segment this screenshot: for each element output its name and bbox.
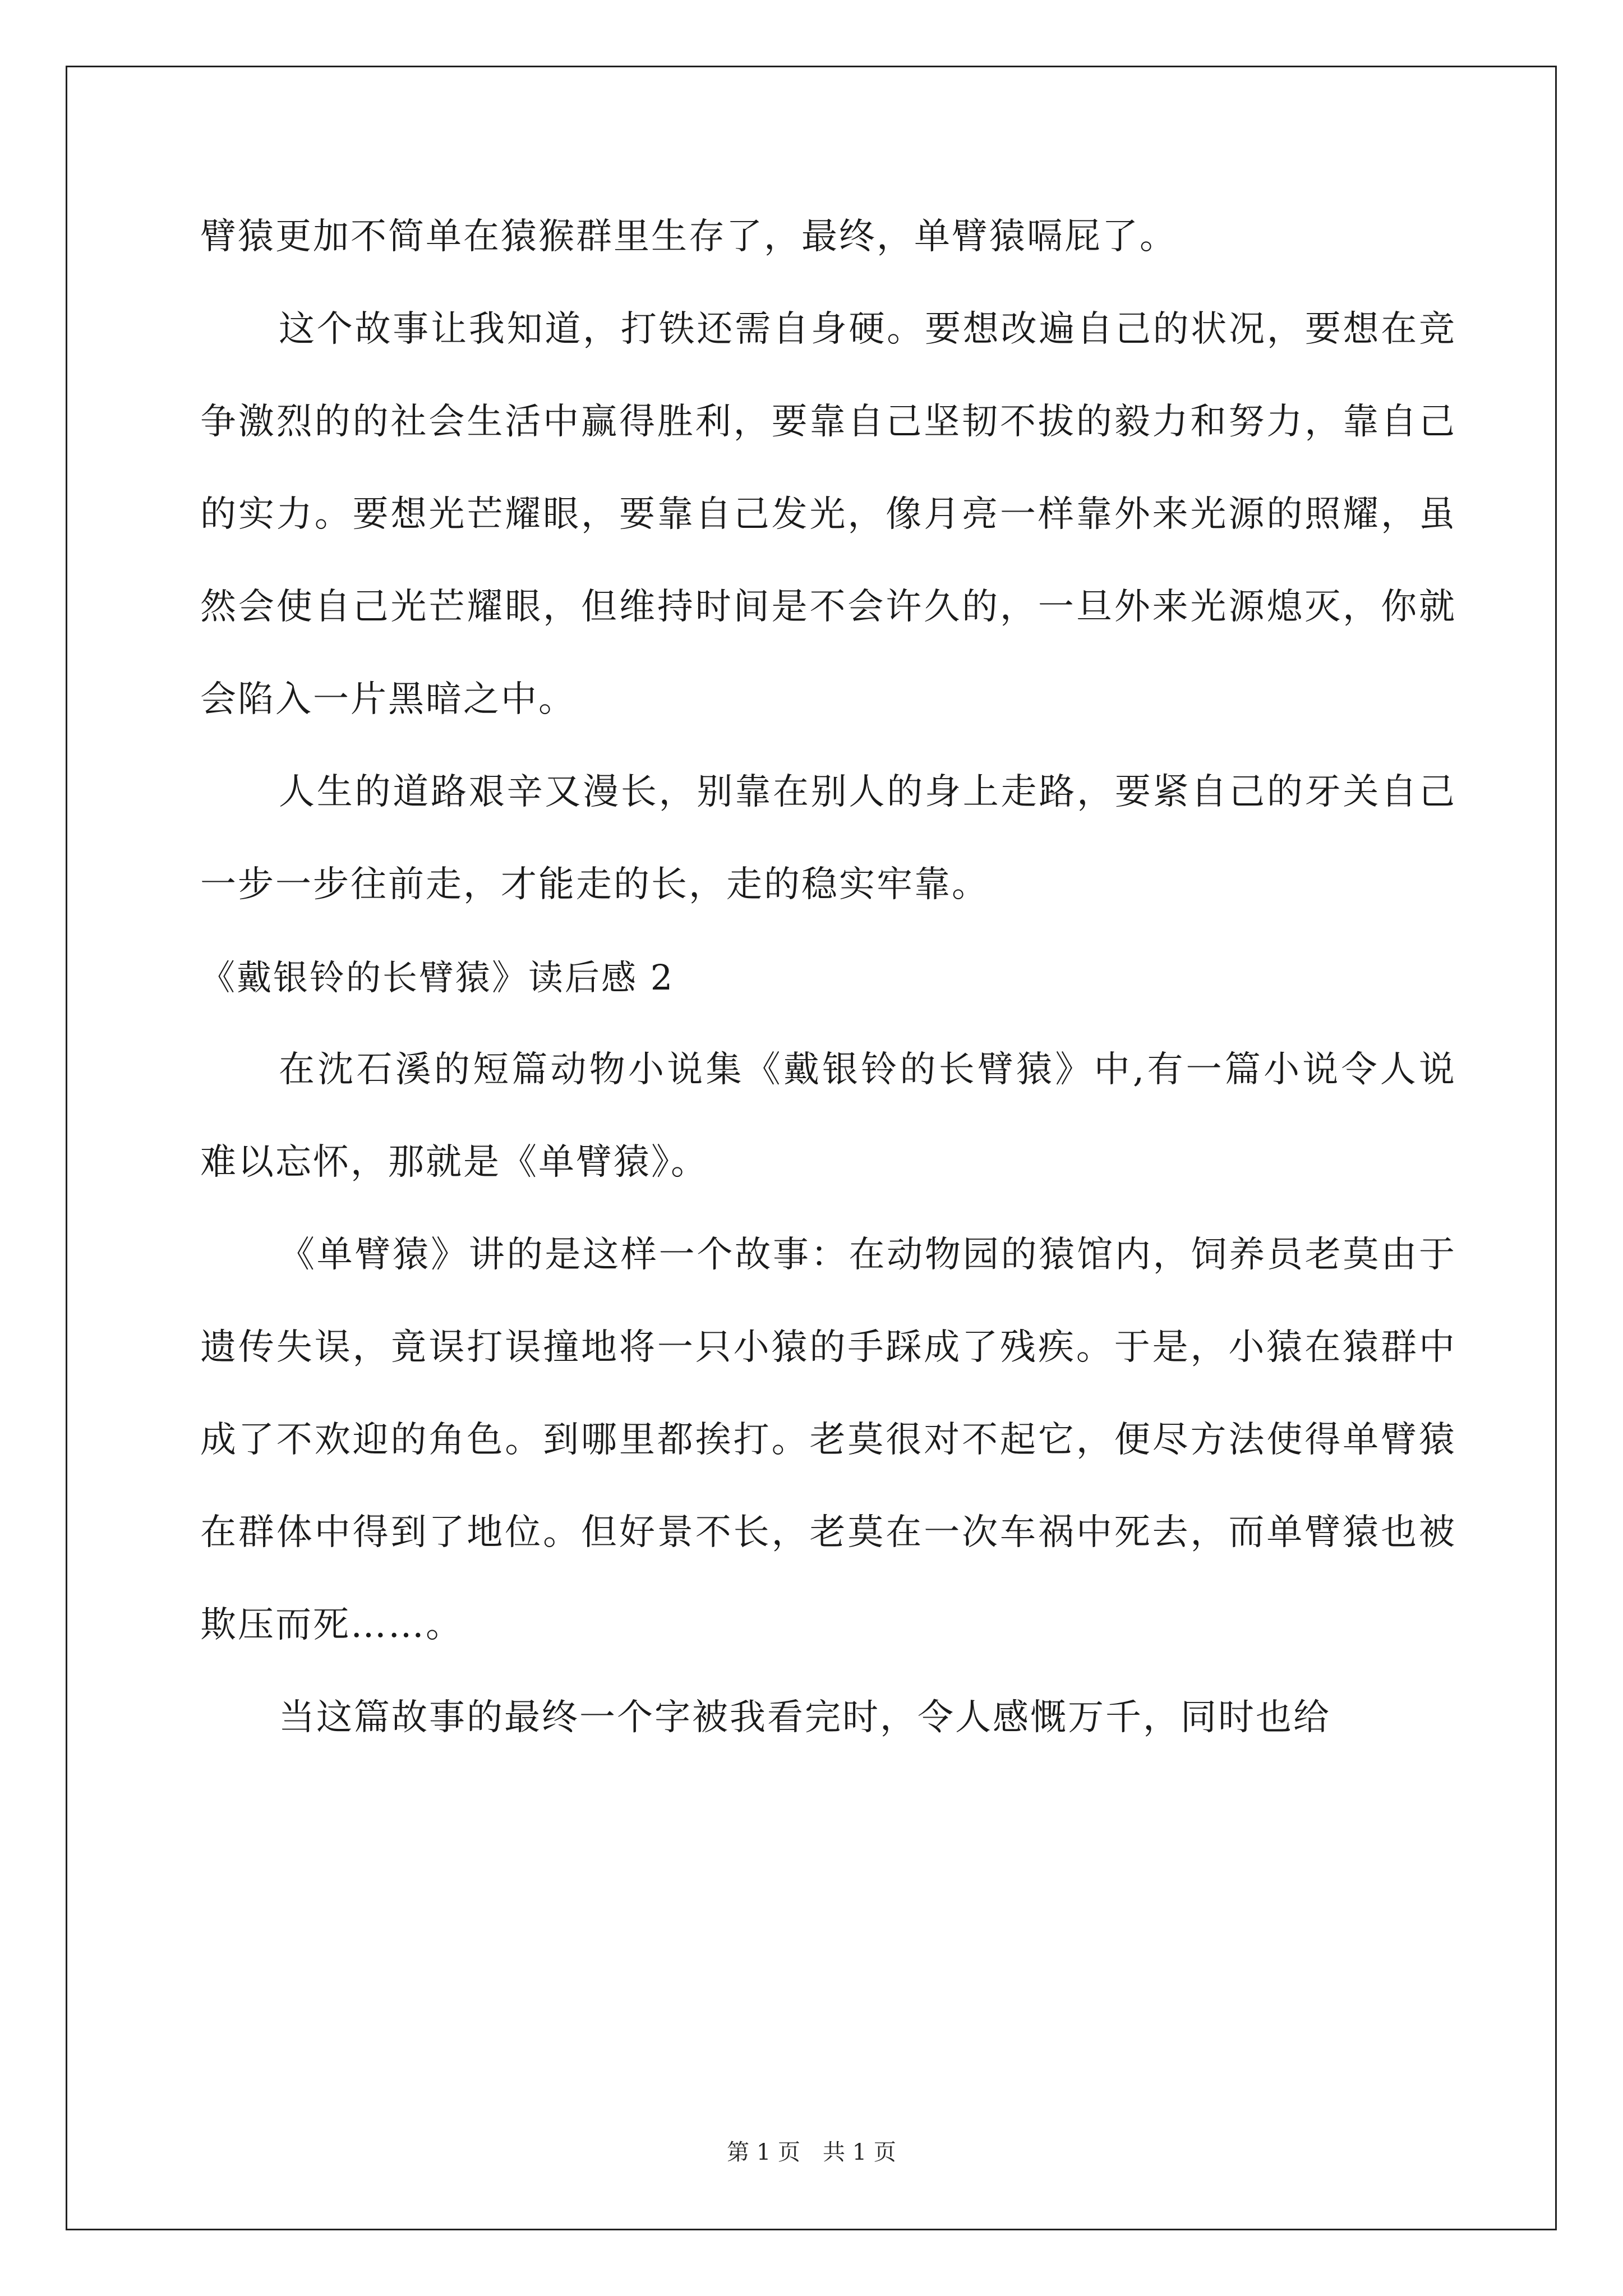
paragraph-4: 在沈石溪的短篇动物小说集《戴银铃的长臂猿》中,有一篇小说令人说难以忘怀，那就是《单臂猿》。 [200, 1049, 1456, 1183]
page-footer [0, 2134, 1623, 2166]
paragraph-3: 人生的道路艰辛又漫长，别靠在别人的身上走路，要紧自己的牙关自己一步一步往前走，才能走的长，走的稳实牢靠。 [200, 771, 1456, 905]
document-body [200, 191, 1456, 1764]
paragraph-1: 臂猿更加不简单在猿猴群里生存了，最终，单臂猿嗝屁了。 [200, 216, 1177, 257]
section-heading: 《戴银铃的长臂猿》读后感 2 [200, 957, 675, 998]
paragraph-2: 这个故事让我知道，打铁还需自身硬。要想改遍自己的状况，要想在竞争激烈的的社会生活中赢得胜利，要靠自己坚韧不拔的毅力和努力，靠自己的实力。要想光芒耀眼，要靠自己发光，像月亮一样靠外来光源的照耀，虽然会使自己光芒耀眼，但维持时间是不会许久的，一旦外来光源熄灭，你就会陷入一片黑暗之中。 [200, 309, 1456, 720]
paragraph-5: 《单臂猿》讲的是这样一个故事：在动物园的猿馆内，饲养员老莫由于遗传失误，竟误打误撞地将一只小猿的手踩成了残疾。于是，小猿在猿群中成了不欢迎的角色。到哪里都挨打。老莫很对不起它，便尽方法使得单臂猿在群体中得到了地位。但好景不长，老莫在一次车祸中死去，而单臂猿也被欺压而死……。 [200, 1234, 1456, 1646]
page-number: 第 1 页 共 1 页 [727, 2139, 896, 2165]
paragraph-6: 当这篇故事的最终一个字被我看完时，令人感慨万千，同时也给 [279, 1697, 1331, 1738]
